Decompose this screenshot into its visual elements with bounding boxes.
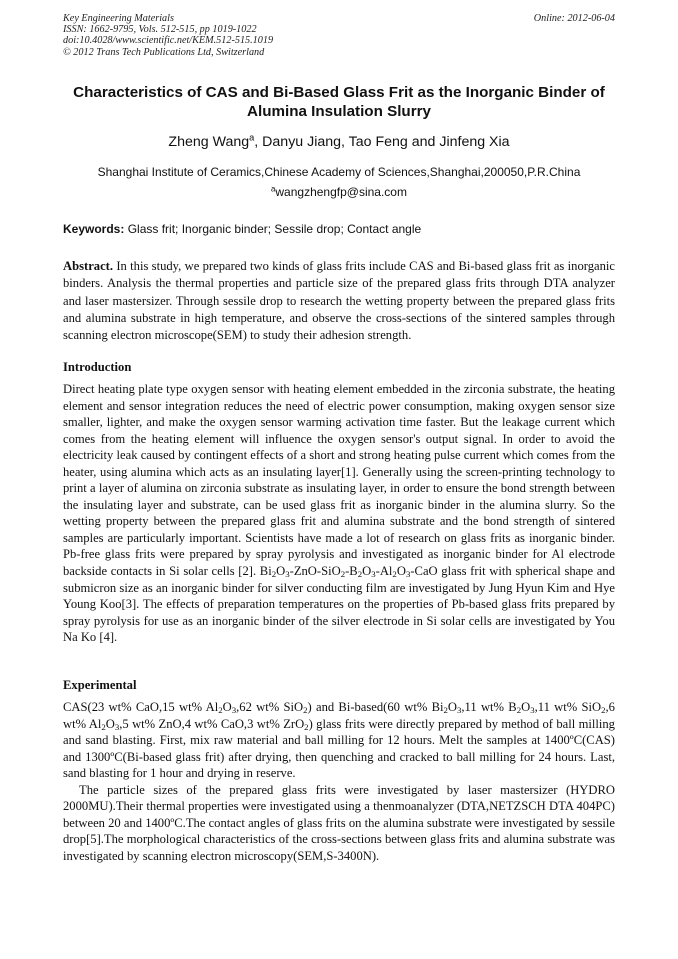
author-first: Zheng Wang: [168, 134, 250, 150]
author-email: [63, 184, 615, 200]
keywords: [63, 221, 615, 237]
paper-title: Characteristics of CAS and Bi-Based Glass Frit as the Inorganic Binder of Alumina Insulation Slurry: [73, 84, 605, 120]
affiliation: Shanghai Institute of Ceramics,Chinese Academy of Sciences,Shanghai,200050,P.R.China: [97, 165, 581, 179]
experimental-paragraph-2: The particle sizes of the prepared glass frits were investigated by laser mastersizer (HYDRO 2000MU).Their thermal properties were investigated using a thenmoanalyzer (DTA,NETZSCH DTA 404PC) between 20 and 1400ºC.The contact angles of glass frits on the alumina substrate were investigated by sessile drop[5].The morphological characteristics of the cross-sections between glass frits and alumina substrate was investigated by scanning electron microscopy(SEM,S-3400N).: [63, 782, 615, 863]
keywords-text: Glass frit; Inorganic binder; Sessile drop; Contact angle: [124, 222, 422, 236]
introduction-text: Direct heating plate type oxygen sensor with heating element embedded in the zirconia substrate, the heating element and sensor integration reduces the need of electric power consumption, making oxygen sensor size smaller, lighter, and make the oxygen sensor warming activation time faster. But the leakage current which comes from the heating element will influence the oxygen sensor's output signal. In order to avoid the electricity leak caused by contingent effects of a short and strong heating pulse current which comes from the heater, using alumina which acts as an insulating layer[1]. Generally using the screen-printing technology to print a layer of alumina on zirconia substrate as insulating layer, in order to ensure the bond strength between the insulating layer and substrate, can be used glass frit as inorganic binder in the alumina slurry. So the wetting property between the prepared glass frit and alumina substrate and the bond strength of sintered samples are particularly important. Scientists have made a lot of research on glass frits as inorganic binder. Pb-free glass frits were prepared by spray pyrolysis and investigated as inorganic binder for Al electrode backside contacts in Si solar cells [2].: [63, 382, 615, 579]
experimental-text-1: glass frits were directly prepared by method of ball milling and sand blasting. First, mix raw material and ball milling for 12 hours. Melt the samples at 1400ºC(CAS) and 1300ºC(Bi-based glass frit) after drying, then quenching and cracked to ball milling for 24 hours. Last, sand blasting for 1 hour and drying in reserve.: [63, 716, 615, 781]
journal-header: [63, 13, 615, 58]
keywords-label: Keywords:: [63, 222, 125, 236]
abstract-text: In this study, we prepared two kinds of glass frits include CAS and Bi-based glass frit as inorganic binders. Analysis the thermal properties and particle size of the prepared glass frits through DTA analyzer and laser mastersizer. Through sessile drop to research the wetting property between the prepared glass frits and alumina substrate in high temperature, and observe the cross-sections of the sintered samples through scanning electron microscope(SEM) to study their adhesion strength.: [63, 259, 615, 343]
author-affiliation-mark: a: [249, 132, 255, 143]
introduction-paragraph: [63, 381, 615, 646]
experimental-section: [63, 699, 615, 864]
introduction-heading: Introduction: [63, 360, 132, 374]
author-others: , Danyu Jiang, Tao Feng and Jinfeng Xia: [254, 134, 510, 150]
journal-name: Key Engineering Materials: [63, 13, 174, 24]
online-date: Online: 2012-06-04: [533, 13, 615, 24]
composition-text: CAS(23 wt% CaO,15 wt% $Al_2O_3,62$ wt% SiO$_2$) and Bi-based(60 wt% $Bi_2O_3,11$ wt% $B_2O_3,11$ wt% SiO$_2$,6 wt% $Al_2O_3,5$ wt% ZnO,4 wt% CaO,3 wt% ZrO$_2$): [63, 700, 615, 732]
issn-line: ISSN: 1662-9795, Vols. 512-515, pp 1019-1022: [63, 24, 257, 36]
author-list: [63, 133, 615, 151]
introduction-text-end: glass frit with spherical shape and submicron size as an inorganic binder for silver conducting film are investigated by Jung Hyun Kim and Hye Young Koo[3]. The effects of preparation temperatures on the properties of Pb-based glass frits prepared by spray pyrolysis for use as an inorganic binder of the silver electrode in Si solar cells are investigated by You Na Ko [4].: [63, 564, 615, 645]
doi-line: doi:10.4028/www.scientific.net/KEM.512-515.1019: [63, 35, 274, 47]
email-mark: a: [271, 184, 276, 194]
experimental-paragraph-1: [63, 699, 615, 782]
email-address: wangzhengfp@sina.com: [275, 185, 407, 199]
abstract-label: Abstract.: [63, 259, 114, 273]
copyright-line: © 2012 Trans Tech Publications Ltd, Switzerland: [63, 46, 265, 58]
chemical-formula: $Bi_2O_3-ZnO-SiO_2-B_2O_3-Al_2O_3$-CaO: [259, 564, 438, 580]
experimental-heading: Experimental: [63, 678, 137, 692]
abstract: [63, 258, 615, 344]
